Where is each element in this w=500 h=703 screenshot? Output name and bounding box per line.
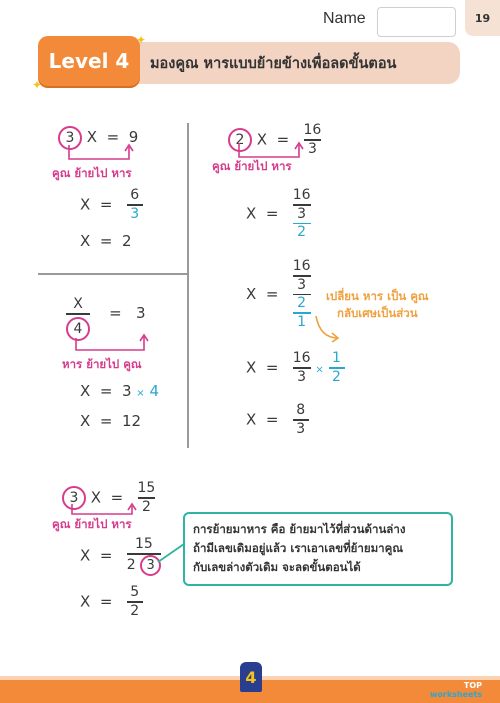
p1-row2: X = $\frac{6}{3}$ [80,187,143,223]
p3-row1: $\frac{X}{4}$ = 3 [66,296,146,341]
circled-number: 3 [58,126,82,150]
move-label: คูณ ย้ายไป หาร [212,159,292,173]
flip-note: เปลี่ยน หาร เป็น คูณ กลับเศษเป็นส่วน [326,289,429,320]
horizontal-divider [38,273,188,275]
sparkle-icon: ✦ [136,33,147,47]
p2-row5: X = $\frac{8}{3}$ [246,402,309,438]
move-arrow [70,332,155,356]
move-label: คูณ ย้ายไป หาร [52,166,132,180]
sparkle-icon: ✦ [32,78,43,92]
page-number: 19 [465,0,500,36]
curved-arrow [312,312,342,344]
p1-row3: X = 2 [80,232,132,250]
move-label: หาร ย้ายไป คูณ [62,357,142,371]
brand-mark: TOP worksheets [430,681,483,699]
p2-row4: X = $\frac{16}{3}$ × $\frac{1}{2}$ [246,350,345,386]
explanation-callout: การย้ายมาหาร คือ ย้ายมาไว้ที่ส่วนด้านล่าง ถ้ามีเลขเดิมอยู่แล้ว เราเอาเลขที่ย้ายมาคูณ กับเลขล่างตัวเดิม จะลดขั้นตอนได้ [183,512,453,586]
circled-number: 3 [62,486,86,510]
p3-row3: X = 12 [80,412,142,430]
name-label: Name [323,10,366,27]
circled-number: 4 [66,317,90,341]
move-arrow [63,143,138,165]
p2-row1: 2 X = $\frac{16}{3}$ [228,122,321,158]
level-badge: Level 4 [38,36,140,86]
circled-number: 2 [228,128,252,152]
p4-row1: 3 X = $\frac{15}{2}$ [62,480,155,516]
vertical-divider [187,123,189,448]
logo-icon: 4 [240,662,262,692]
circled-number: 3 [140,555,161,576]
p3-row2: X = 3 × 4 [80,382,159,400]
p2-row3: X = 16 3 2 1 [246,258,311,330]
name-field[interactable] [377,7,456,37]
p4-row3: X = $\frac{5}{2}$ [80,584,143,620]
p2-row2: X = 16 3 2 [246,187,311,241]
p1-row1: 3 X = 9 [58,126,138,150]
banner-title: มองคูณ หารแบบย้ายข้างเพื่อลดขั้นตอน [150,56,397,72]
p4-row2: X = $\frac{15}{2 3}$ [80,536,161,576]
callout-pointer [150,540,186,570]
move-label: คูณ ย้ายไป หาร [52,517,132,531]
